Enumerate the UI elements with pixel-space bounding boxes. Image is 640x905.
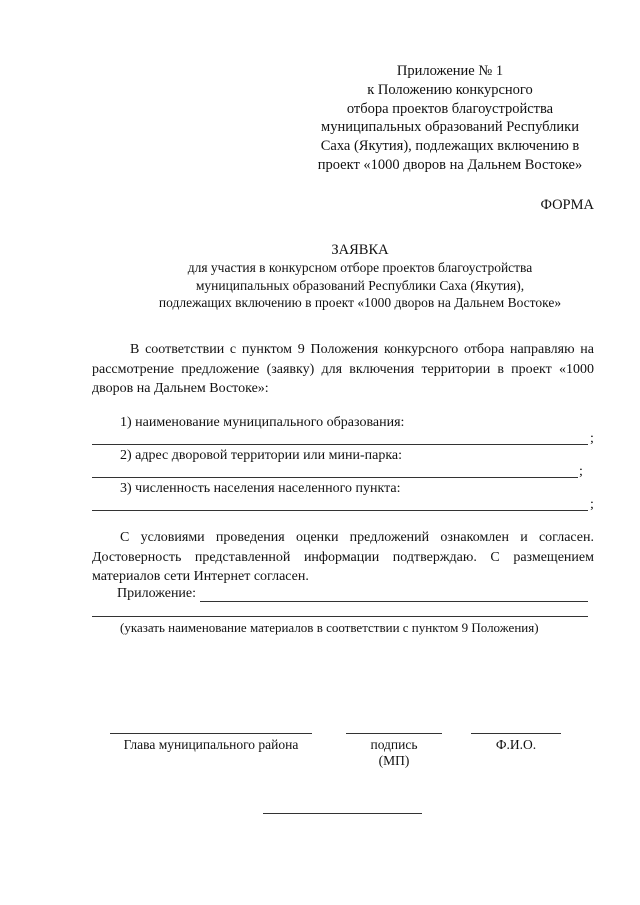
appendix-line: Саха (Якутия), подлежащих включению в [320,138,580,155]
field-end: ; [579,464,583,479]
appendix-line: проект «1000 дворов на Дальнем Востоке» [317,156,583,173]
signature-line[interactable] [346,733,442,734]
field-end: ; [590,497,594,512]
appendix-line: Приложение № 1 [396,63,504,79]
attachment-label: Приложение: [117,586,197,601]
attachment-input-line[interactable] [200,601,588,602]
intro-line: В соответствии с пунктом 9 Положения конкурсного отбора направляю на [130,342,594,357]
intro-line: дворов на Дальнем Востоке»: [92,381,269,396]
appendix-line: к Положению конкурсного [367,81,533,98]
address-input-line[interactable] [92,477,578,478]
field-label-address: 2) адрес дворовой территории или мини-парка: [120,448,403,463]
field-label-municipality: 1) наименование муниципального образования: [120,415,405,430]
municipality-input-line[interactable] [92,444,588,445]
consent-line: С условиями проведения оценки предложений ознакомлен и согласен. [120,530,594,545]
intro-line: рассмотрение предложение (заявку) для включения территории в проект «1000 [92,361,594,377]
document-title-block [0,241,640,312]
subtitle-line: подлежащих включению в проект «1000 дворов на Дальнем Востоке» [158,295,562,310]
field-end: ; [590,431,594,446]
intro-paragraph [92,340,594,399]
subtitle-line: муниципальных образований Республики Саха (Якутия), [195,277,525,293]
subtitle-line: для участия в конкурсном отборе проектов благоустройства [187,260,533,275]
document-title: ЗАЯВКА [331,242,389,258]
attachment-input-line-2[interactable] [92,616,588,617]
appendix-header [300,62,600,175]
head-label: Глава муниципального района [123,737,299,752]
date-line[interactable] [263,813,422,814]
population-input-line[interactable] [92,510,588,511]
appendix-line: отбора проектов благоустройства [346,100,554,117]
name-label: Ф.И.О. [495,737,537,752]
consent-paragraph [92,528,594,587]
signature-label: подпись [370,737,418,752]
consent-line: материалов сети Интернет согласен. [92,569,309,584]
stamp-label: (МП) [378,753,410,768]
appendix-line: муниципальных образований Республики [321,119,579,136]
consent-line: Достоверность представленной информации подтверждаю. С размещением [92,549,594,565]
attachment-hint: (указать наименование материалов в соответствии с пунктом 9 Положения) [120,620,539,635]
head-signature-line[interactable] [110,733,312,734]
field-label-population: 3) численность населения населенного пункта: [120,481,401,496]
name-line[interactable] [471,733,561,734]
form-label: ФОРМА [540,197,594,213]
